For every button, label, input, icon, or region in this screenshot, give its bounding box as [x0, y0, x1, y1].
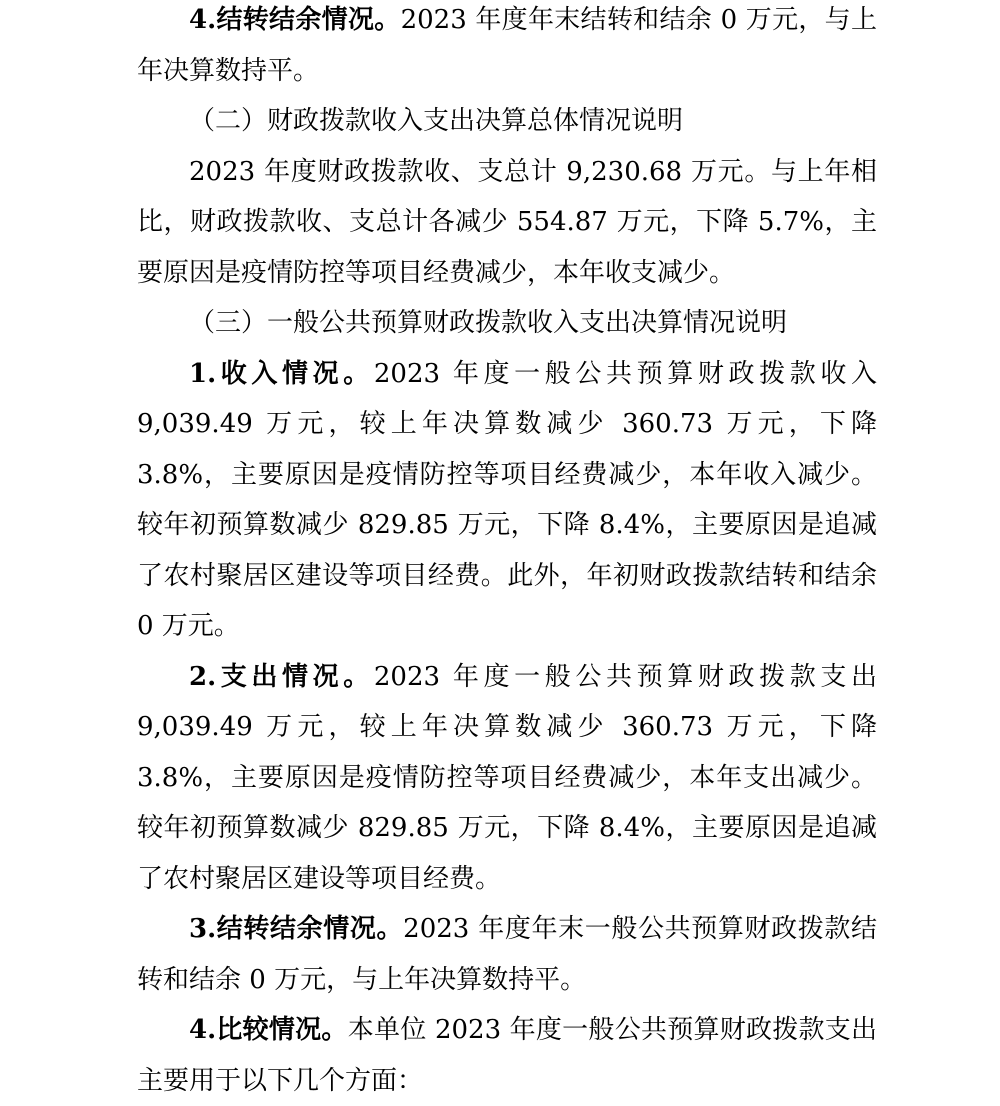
section-heading-3: （三）一般公共预算财政拨款收入支出决算情况说明: [189, 308, 788, 338]
paragraph-text: 2023 年度财政拨款收、支总计 9,230.68 万元。与上年相比，财政拨款收、支总计各减少 554.87 万元，下降 5.7%，主要原因是疫情防控等项目经费减少，本年收支减少。: [137, 156, 877, 288]
paragraph-text: 2023 年度一般公共预算财政拨款支出 9,039.49 万元，较上年决算数减少 360.73 万元，下降 3.8%，主要原因是疫情防控等项目经费减少，本年支出减少。较年初预算数减少 829.85 万元，下降 8.4%，主要原因是追减了农村聚居区建设等项目经费。: [137, 661, 877, 894]
paragraph-income: [137, 349, 877, 652]
paragraph-text: 本单位 2023 年度一般公共预算财政拨款支出主要用于以下几个方面：: [137, 1015, 877, 1096]
paragraph-lead: 4.结转结余情况。: [189, 5, 401, 35]
paragraph-lead: 2.支出情况。: [189, 661, 374, 692]
paragraph-text: 2023 年度年末结转和结余 0 万元，与上年决算数持平。: [137, 5, 877, 86]
paragraph-expenditure: [137, 652, 877, 905]
paragraph-text: 2023 年度年末一般公共预算财政拨款结转和结余 0 万元，与上年决算数持平。: [137, 914, 877, 995]
paragraph-balance: [137, 904, 877, 1005]
paragraph-carryover-balance: [137, 0, 877, 96]
paragraph-lead: 3.结转结余情况。: [189, 914, 404, 944]
section-heading-2: （二）财政拨款收入支出决算总体情况说明: [189, 106, 684, 136]
paragraph-lead: 1.收入情况。: [189, 358, 374, 389]
paragraph-text: 2023 年度一般公共预算财政拨款收入 9,039.49 万元，较上年决算数减少 360.73 万元，下降 3.8%，主要原因是疫情防控等项目经费减少，本年收入减少。较年初预算数减少 829.85 万元，下降 8.4%，主要原因是追减了农村聚居区建设等项目经费。此外，年初财政拨款结转和结余 0 万元。: [137, 358, 877, 641]
paragraph-comparison: [137, 1005, 877, 1106]
document-page: [137, 0, 877, 1106]
paragraph-lead: 4.比较情况。: [189, 1015, 348, 1045]
paragraph-total-appropriation: [137, 147, 877, 299]
